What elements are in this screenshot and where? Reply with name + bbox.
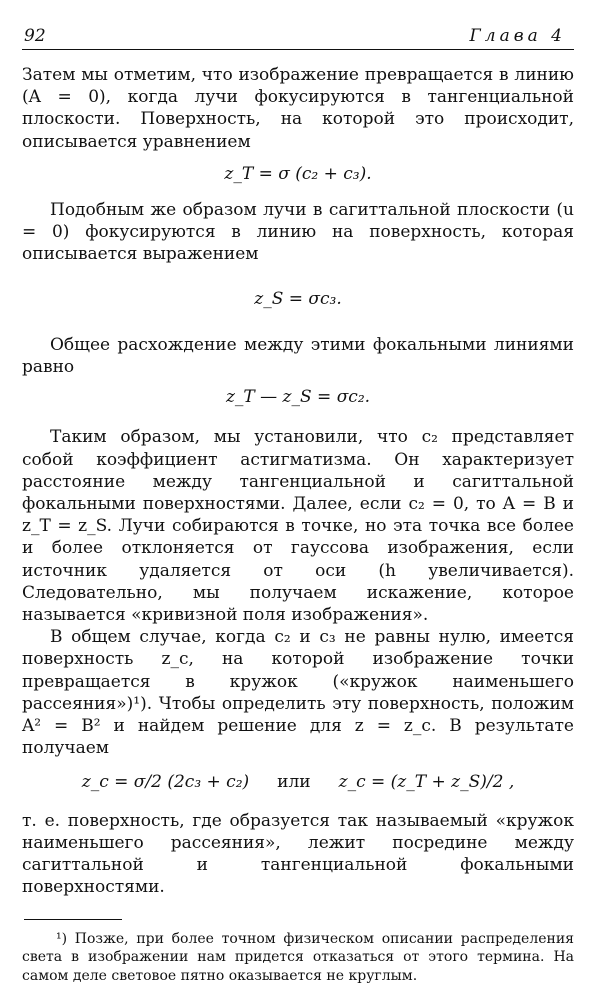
page-number: 92	[24, 26, 46, 46]
footnote: ¹) Позже, при более точном физическом описании распределения света в изображении нам придется отказаться от этого термина. На самом деле световое пятно оказывается не круглым.	[22, 930, 574, 985]
paragraph-6: т. е. поверхность, где образуется так называемый «кружок наименьшего рассеяния», лежит посредине между сагиттальной и тангенциальной фокальными поверхностями.	[22, 810, 574, 899]
page	[22, 26, 574, 985]
formula-or: или	[277, 771, 310, 793]
paragraph-5: В общем случае, когда c₂ и c₃ не равны нулю, имеется поверхность z_c, на которой изображение точки превращается в кружок («кружок наименьшего рассеяния»)¹). Чтобы определить эту поверхность, положим A² = B² и найдем решение для z = z_c. В результате получаем	[22, 626, 574, 759]
formula-tangential: z_T = σ (c₂ + c₃).	[22, 163, 574, 185]
formula-sagittal: z_S = σc₃.	[22, 288, 574, 310]
paragraph-2: Подобным же образом лучи в сагиттальной плоскости (u = 0) фокусируются в линию на поверхность, которая описывается выражением	[22, 199, 574, 266]
body-text	[22, 64, 574, 899]
formula-zc-left: z_c = σ/2 (2c₃ + c₂)	[82, 771, 249, 793]
formula-zc-right: z_c = (z_T + z_S)/2 ,	[339, 771, 515, 793]
footnote-rule	[24, 919, 122, 920]
running-header	[22, 26, 574, 50]
paragraph-3: Общее расхождение между этими фокальными линиями равно	[22, 334, 574, 378]
formula-least-confusion	[22, 771, 574, 793]
formula-difference: z_T — z_S = σc₂.	[22, 386, 574, 408]
paragraph-1: Затем мы отметим, что изображение превращается в линию (A = 0), когда лучи фокусируются в тангенциальной плоскости. Поверхность, на которой это происходит, описывается уравнением	[22, 64, 574, 153]
chapter-title: Глава 4	[470, 26, 566, 46]
paragraph-4: Таким образом, мы установили, что c₂ представляет собой коэффициент астигматизма. Он характеризует расстояние между тангенциальной и сагиттальной фокальными поверхностями. Далее, если c₂ = 0, то A = B и z_T = z_S. Лучи собираются в точке, но эта точка все более и более отклоняется от гауссова изображения, если источник удаляется от оси (h увеличивается). Следовательно, мы получаем искажение, которое называется «кривизной поля изображения».	[22, 426, 574, 626]
